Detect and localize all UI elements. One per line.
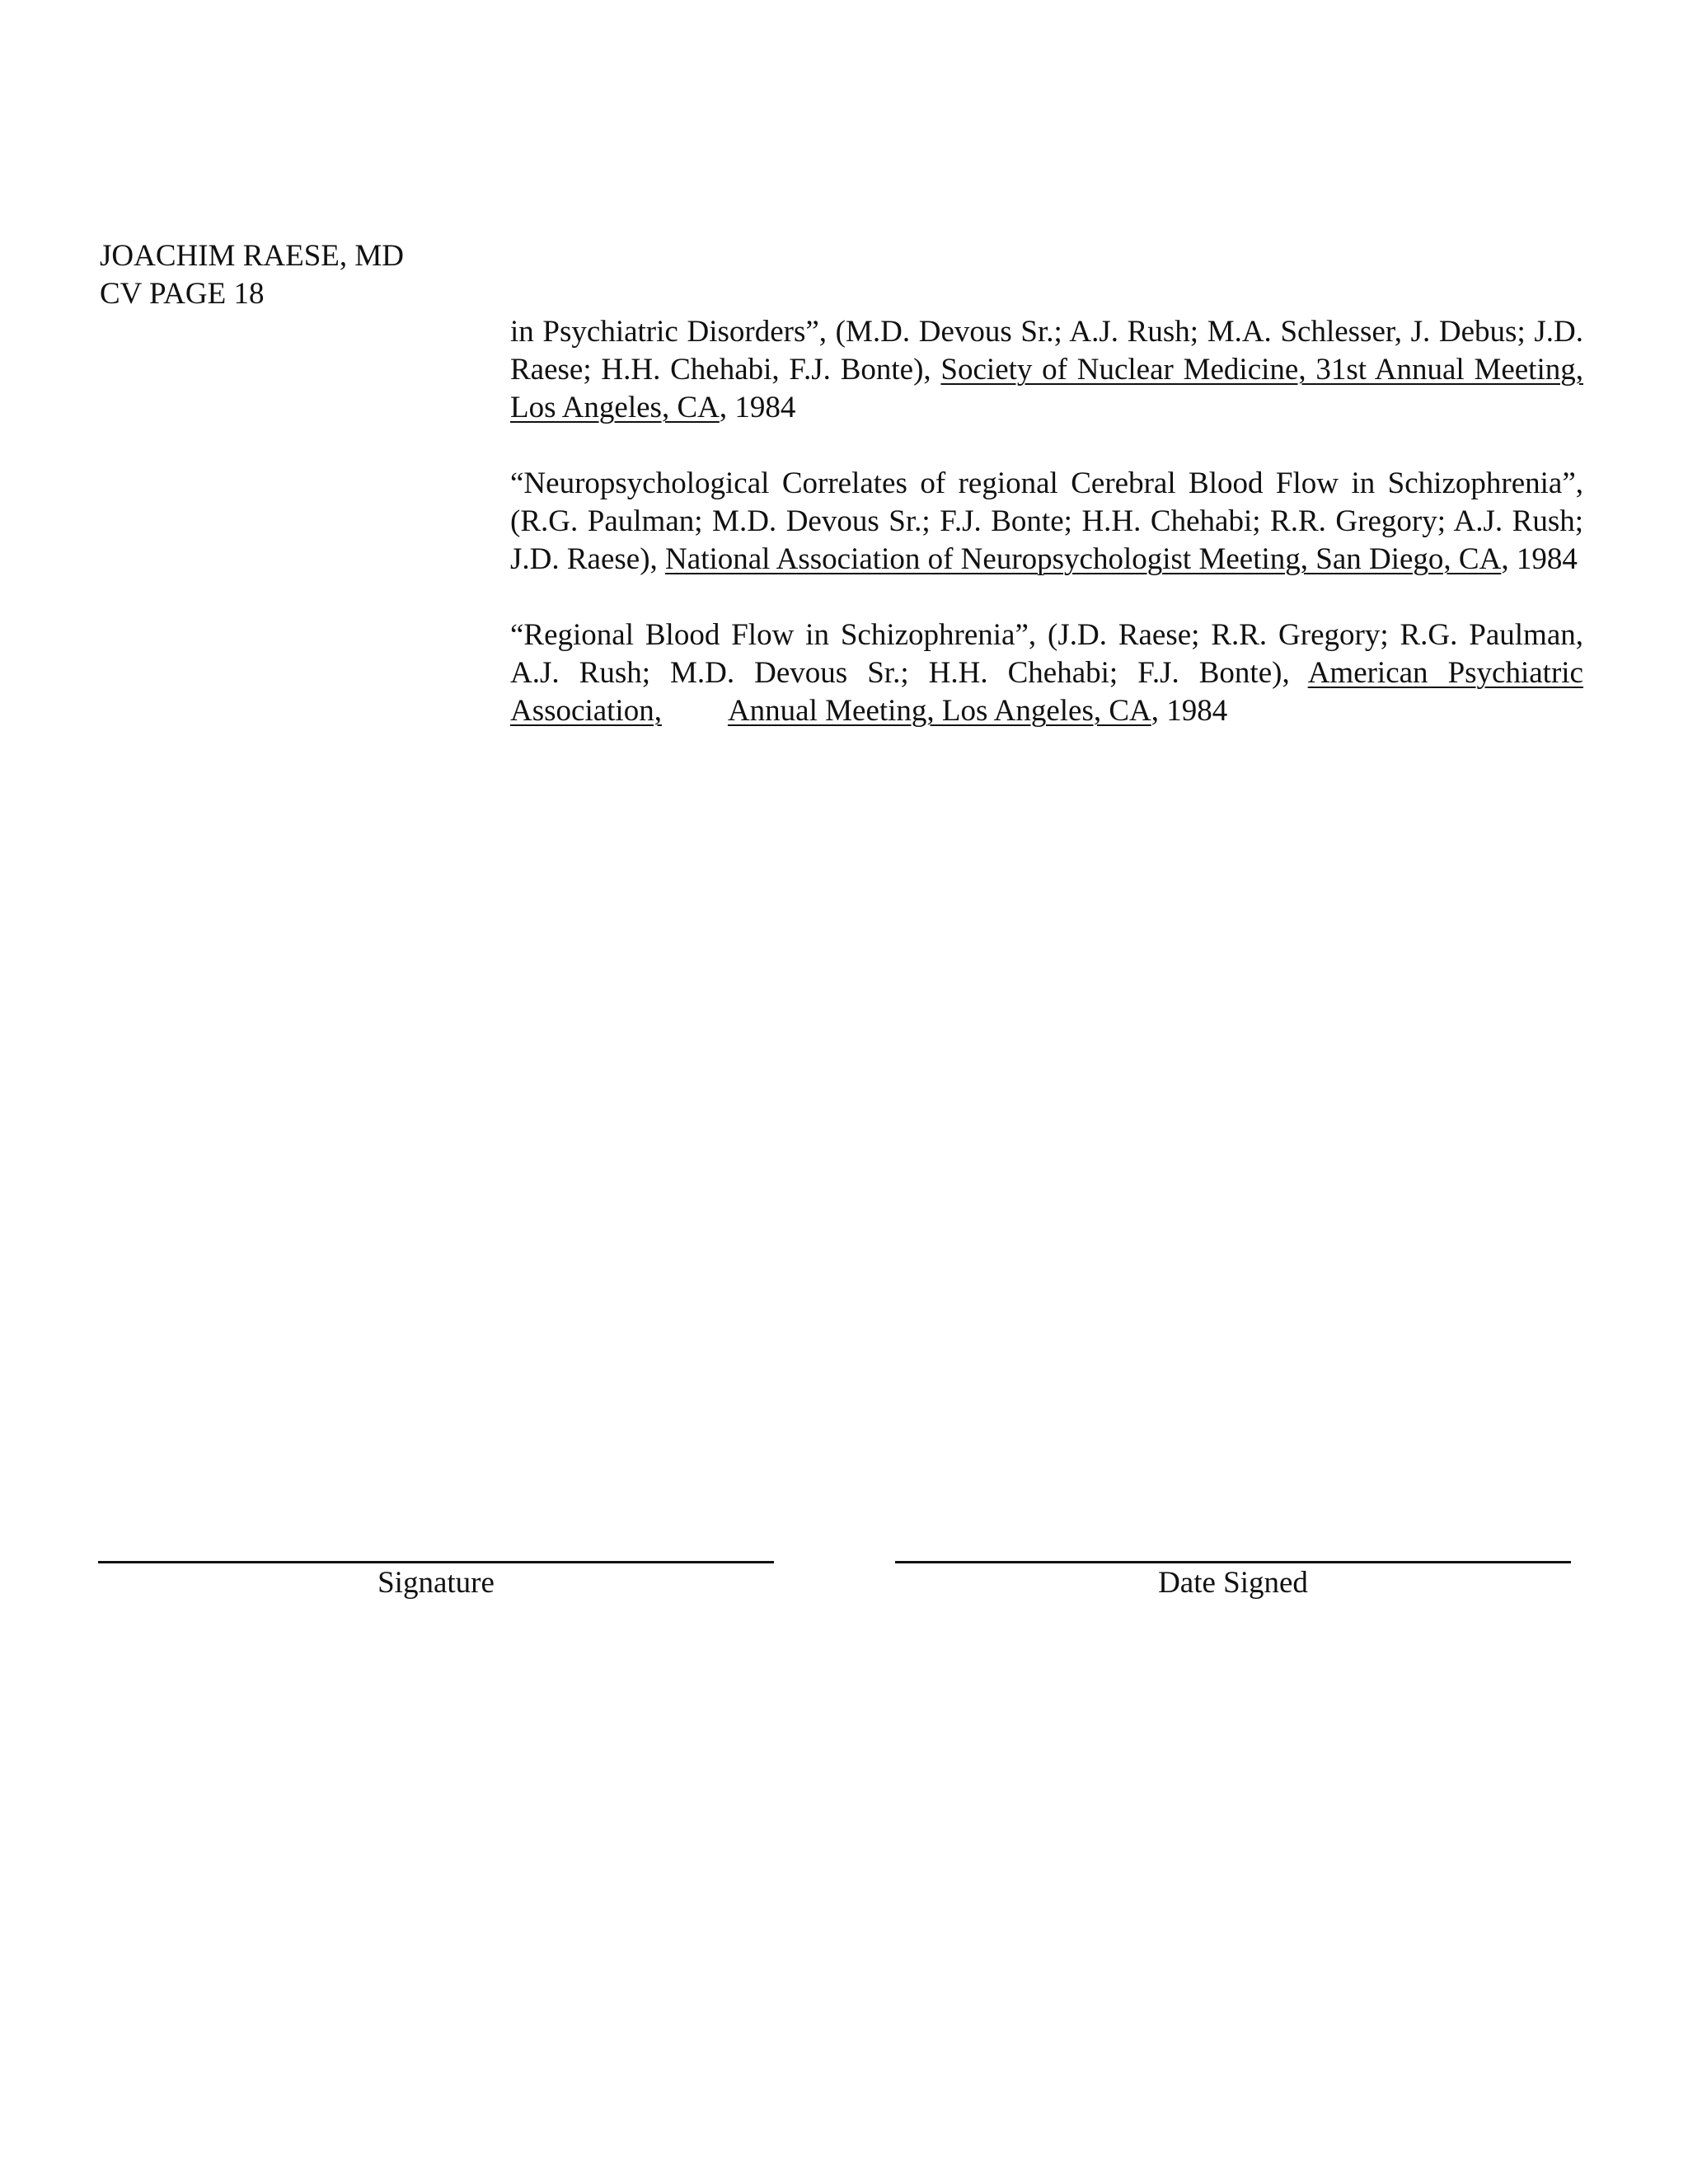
signature-line	[98, 1561, 774, 1563]
page-header	[100, 237, 404, 313]
publication-entry	[510, 313, 1583, 427]
publication-list	[510, 313, 1583, 768]
entry-year: , 1984	[719, 391, 796, 424]
entry-year: , 1984	[1501, 542, 1578, 576]
entry-venue: National Association of Neuropsychologist Meeting, San Diego, CA	[665, 542, 1502, 576]
entry-text: “Neuropsychological Correlates of regional Cerebral Blood Flow in Schizophrenia”, (R.G. Paulman; M.D. Devous Sr.; F.J. Bonte; H.H. Chehabi; R.R. Gregory; A.J. Rush; J.D. Raese),	[510, 466, 1583, 576]
publication-entry	[510, 465, 1583, 579]
entry-venue: Annual Meeting, Los Angeles, CA	[727, 694, 1151, 728]
signature-label: Signature	[377, 1566, 495, 1600]
publication-entry	[510, 616, 1583, 730]
entry-text: in Psychiatric Disorders”, (M.D. Devous Sr.; A.J. Rush; M.A. Schlesser, J. Debus; J.D. Raese; H.H. Chehabi, F.J. Bonte),	[510, 315, 1583, 387]
entry-text: “Regional Blood Flow in Schizophrenia”, (J.D. Raese; R.R. Gregory; R.G. Paulman, A.J. Rush; M.D. Devous Sr.; H.H. Chehabi; F.J. Bonte),	[510, 618, 1583, 690]
page-number: CV PAGE 18	[100, 277, 265, 311]
date-signed-line	[895, 1561, 1571, 1563]
author-name: JOACHIM RAESE, MD	[100, 239, 405, 273]
entry-year: , 1984	[1151, 694, 1228, 728]
entry-venue: Society of Nuclear Medicine, 31st Annual Meeting, Los Angeles, CA	[510, 353, 1583, 424]
entry-venue: American Psychiatric Association,	[510, 656, 1583, 728]
date-signed-label: Date Signed	[1158, 1566, 1308, 1600]
